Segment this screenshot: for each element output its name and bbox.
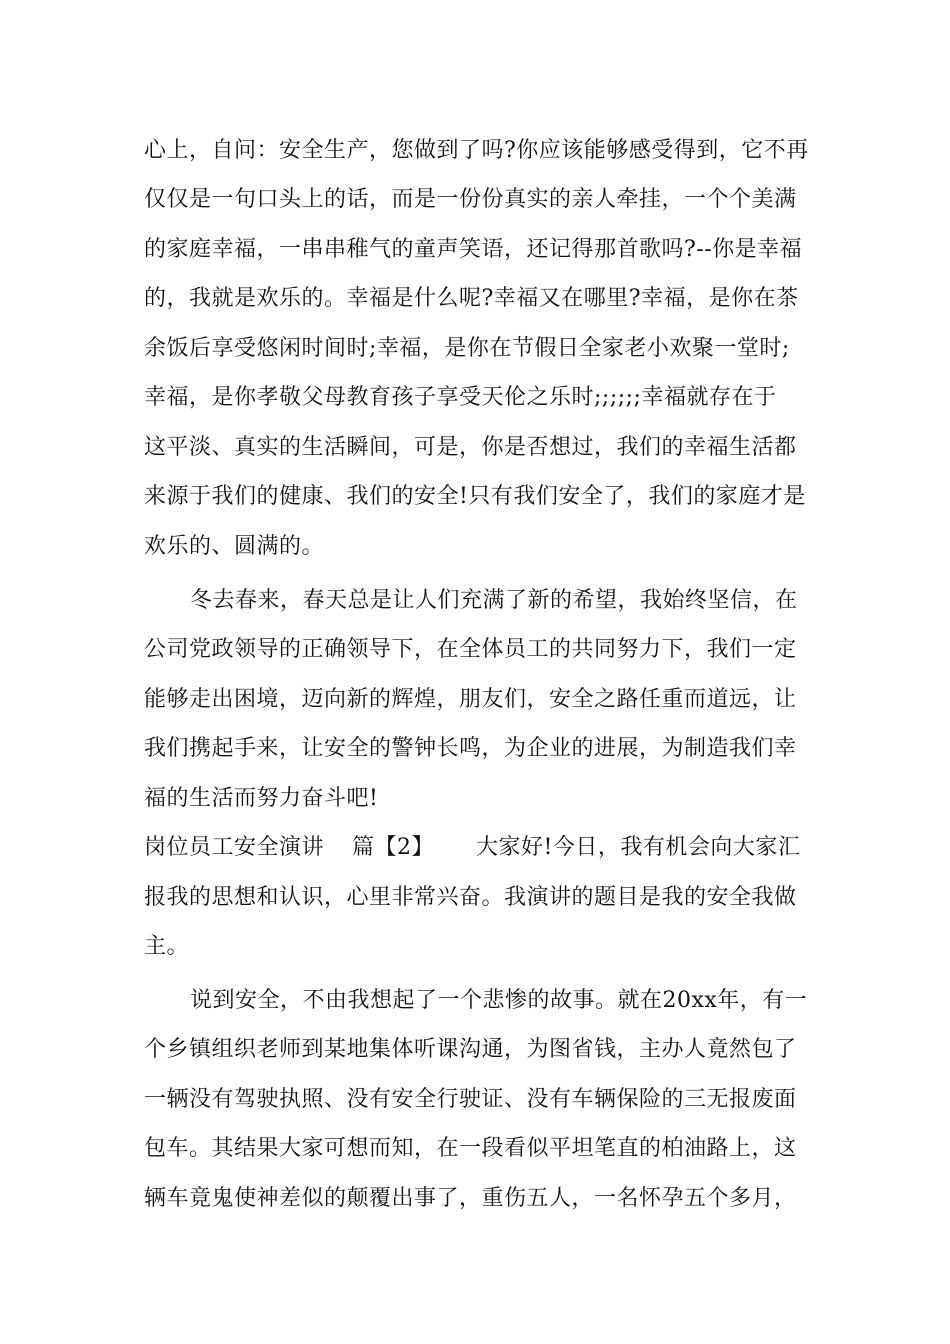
text-line: 福的生活而努力奋斗吧! bbox=[144, 786, 379, 811]
text-line: 辆车竟鬼使神差似的颠覆出事了，重伤五人，一名怀孕五个多月， bbox=[144, 1186, 797, 1211]
text-line: 仅仅是一句口头上的话，而是一份份真实的亲人牵挂，一个个美满 bbox=[144, 187, 797, 212]
section-heading-line bbox=[144, 833, 814, 863]
text-line: 来源于我们的健康、我们的安全!只有我们安全了，我们的家庭才是 bbox=[144, 484, 806, 509]
text-line: 个乡镇组织老师到某地集体听课沟通，为图省钱，主办人竟然包了 bbox=[144, 1037, 797, 1062]
text-line: 能够走出困境，迈向新的辉煌，朋友们，安全之路任重而道远，让 bbox=[144, 687, 797, 712]
text-line: 我们携起手来，让安全的警钟长鸣，为企业的进展，为制造我们幸 bbox=[144, 736, 797, 761]
text-line: 一辆没有驾驶执照、没有安全行驶证、没有车辆保险的三无报废面 bbox=[144, 1087, 797, 1112]
text-line: 这平淡、真实的生活瞬间，可是，你是否想过，我们的幸福生活都 bbox=[144, 435, 797, 460]
text-line: 公司党政领导的正确领导下，在全体员工的共同努力下，我们一定 bbox=[144, 637, 797, 662]
section-opening: 大家好!今日，我有机会向大家汇 bbox=[476, 835, 801, 860]
text-line: 报我的思想和认识，心里非常兴奋。我演讲的题目是我的安全我做 bbox=[144, 885, 797, 910]
paragraph-first-line: 冬去春来，春天总是让人们充满了新的希望，我始终坚信，在 bbox=[190, 588, 798, 613]
text-line: 心上，自问：安全生产，您做到了吗?你应该能够感受得到，它不再 bbox=[144, 138, 809, 163]
text-line: 余饭后享受悠闲时间时;幸福，是你在节假日全家老小欢聚一堂时; bbox=[144, 336, 790, 361]
section-number: 篇【2】 bbox=[352, 835, 435, 860]
text-line: 主。 bbox=[144, 934, 190, 959]
text-line: 幸福，是你孝敬父母教育孩子享受天伦之乐时;;;;;;幸福就存在于 bbox=[144, 385, 777, 410]
text-line: 的，我就是欢乐的。幸福是什么呢?幸福又在哪里?幸福，是你在茶 bbox=[144, 286, 799, 311]
paragraph-first-line: 说到安全，不由我想起了一个悲惨的故事。就在20xx年，有一 bbox=[190, 988, 808, 1013]
section-title: 岗位员工安全演讲 bbox=[144, 835, 325, 860]
text-line: 欢乐的、圆满的。 bbox=[144, 534, 325, 559]
text-line: 包车。其结果大家可想而知，在一段看似平坦笔直的柏油路上，这 bbox=[144, 1136, 797, 1161]
text-line: 的家庭幸福，一串串稚气的童声笑语，还记得那首歌吗?--你是幸福 bbox=[144, 237, 803, 262]
